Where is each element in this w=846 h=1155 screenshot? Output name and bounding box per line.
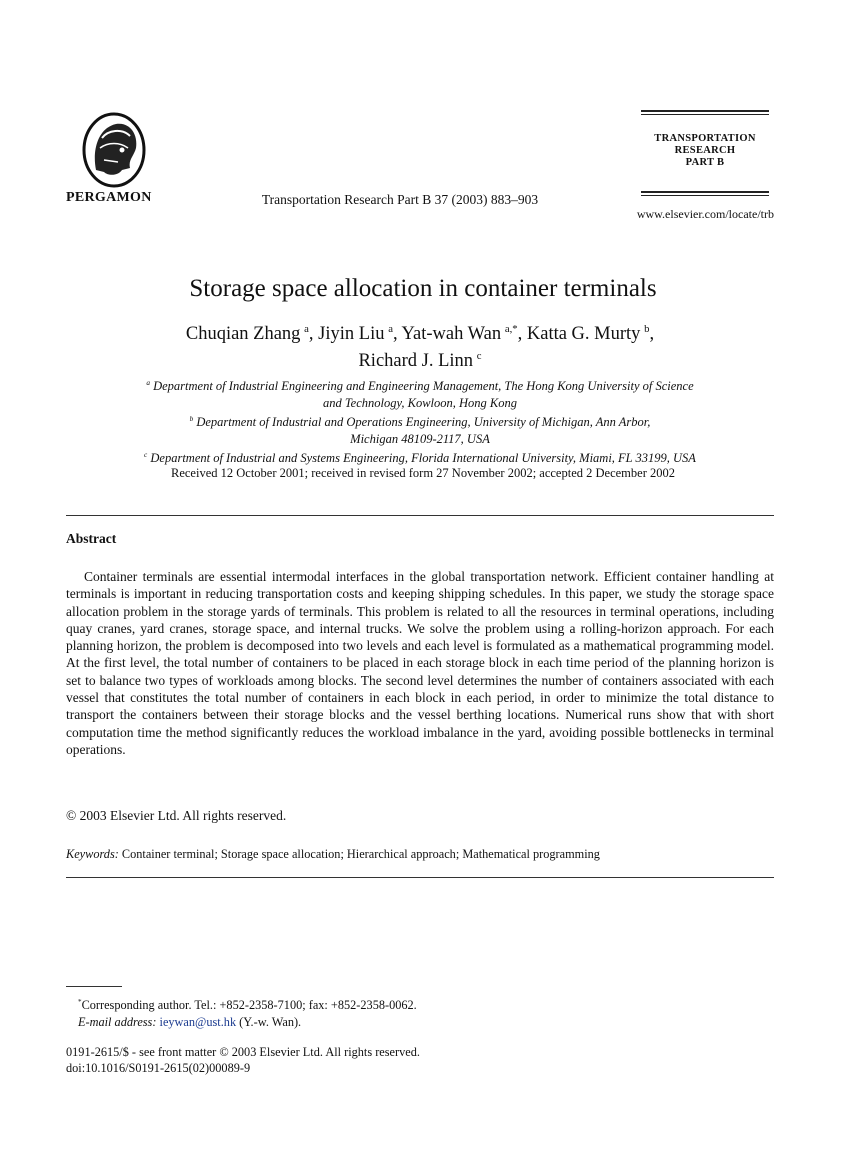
email-suffix: (Y.-w. Wan). <box>239 1015 302 1030</box>
journal-masthead <box>640 110 770 196</box>
keywords <box>66 847 600 862</box>
affiliation-list <box>70 375 770 467</box>
email-label: E-mail address: <box>78 1015 157 1030</box>
journal-name-line: TRANSPORTATION <box>654 133 756 144</box>
article-title: Storage space allocation in container terminals <box>189 275 657 302</box>
email-link[interactable]: ieywan@ust.hk <box>159 1015 237 1030</box>
received-dates: Received 12 October 2001; received in revised form 27 November 2002; accepted 2 December 2002 <box>171 466 675 480</box>
author-name: Yat-wah Wan <box>401 324 502 345</box>
journal-url-link[interactable]: www.elsevier.com/locate/trb <box>636 207 774 221</box>
masthead-rule <box>641 195 769 196</box>
corresponding-author-note <box>66 994 417 1014</box>
corresponding-author-text: Corresponding author. Tel.: +852-2358-7100; fax: +852-2358-0062. <box>81 998 417 1013</box>
journal-name <box>640 133 770 169</box>
affiliation-item <box>70 447 770 467</box>
masthead-rule <box>641 191 769 193</box>
publisher-name: PERGAMON <box>66 190 152 205</box>
journal-name-line: RESEARCH <box>674 145 736 156</box>
author-list: Chuqian Zhang $^a$, Jiyin Liu $^a$, Yat-wah Wan $^{a,*}$, Katta G. Murty $^b$, Richard J. Linn $^c$ <box>185 323 655 372</box>
email-note <box>66 1014 417 1031</box>
doi-line: doi:10.1016/S0191-2615(02)00089-9 <box>66 1061 251 1075</box>
author-affiliation-mark: b <box>644 323 650 335</box>
author-affiliation-mark: a,* <box>504 323 518 335</box>
footnote-mark: * <box>78 998 82 1006</box>
masthead-rule <box>641 110 769 112</box>
author-name: Richard J. Linn <box>358 351 474 372</box>
keywords-text: Container terminal; Storage space allocation; Hierarchical approach; Mathematical programming <box>121 847 600 861</box>
author-affiliation-mark: a <box>388 323 393 335</box>
author-name: Katta G. Murty <box>526 324 641 345</box>
front-matter <box>66 1044 420 1076</box>
affiliation-mark: b <box>189 415 194 424</box>
section-divider <box>66 515 774 516</box>
author-affiliation-mark: c <box>476 350 482 363</box>
issn-line: 0191-2615/$ - see front matter © 2003 Elsevier Ltd. All rights reserved. <box>66 1045 420 1059</box>
affiliation-mark: a <box>146 379 150 387</box>
affiliation-text: Department of Industrial Engineering and Engineering Management, The Hong Kong University of Science <box>153 379 694 394</box>
journal-name-line: PART B <box>685 157 725 168</box>
affiliation-text: Department of Industrial and Operations Engineering, University of Michigan, Ann Arbor, <box>196 415 651 430</box>
masthead-rule <box>641 114 769 115</box>
author-affiliation-mark: a <box>304 323 309 335</box>
author-name: Jiyin Liu <box>318 324 385 345</box>
affiliation-text: Department of Industrial and Systems Engineering, Florida International University, Miami, FL 33199, USA <box>150 451 696 466</box>
journal-citation: Transportation Research Part B 37 (2003) 883–903 <box>261 192 539 207</box>
abstract-heading: Abstract <box>66 531 117 546</box>
pergamon-logo-icon <box>78 110 150 190</box>
affiliation-item <box>70 375 770 411</box>
section-divider <box>66 877 774 878</box>
abstract-copyright: © 2003 Elsevier Ltd. All rights reserved. <box>66 808 287 823</box>
affiliation-mark: c <box>144 451 148 460</box>
affiliation-text: Michigan 48109-2117, USA <box>350 431 490 446</box>
author-name: Chuqian Zhang <box>185 324 301 345</box>
keywords-label: Keywords: <box>66 847 119 861</box>
affiliation-text: and Technology, Kowloon, Hong Kong <box>323 395 517 410</box>
abstract-body: Container terminals are essential intermodal interfaces in the global transportation network. Efficient container handling at terminals is important in reducing transportation costs and keeping shipping schedules. In this paper, we study the storage space allocation problem in the storage yards of terminals. This problem is related to all the resources in terminal operations, including quay cranes, yard cranes, storage space, and internal trucks. We solve the problem using a rolling-horizon approach. For each planning horizon, the problem is decomposed into two levels and each level is formulated as a mathematical programming model. At the first level, the total number of containers to be placed in each storage block in each time period of the planning horizon is set to balance two types of workloads among blocks. The second level determines the number of containers associated with each vessel that constitutes the total number of containers in each block in each period, in order to minimize the total distance to transport the containers between their storage blocks and the vessel berthing locations. Numerical runs show that with short computation time the method significantly reduces the workload imbalance in the yard, avoiding possible bottlenecks in terminal operations. <box>66 569 774 757</box>
footnote-divider <box>66 986 122 987</box>
footnote <box>66 994 417 1031</box>
affiliation-item <box>70 411 770 447</box>
